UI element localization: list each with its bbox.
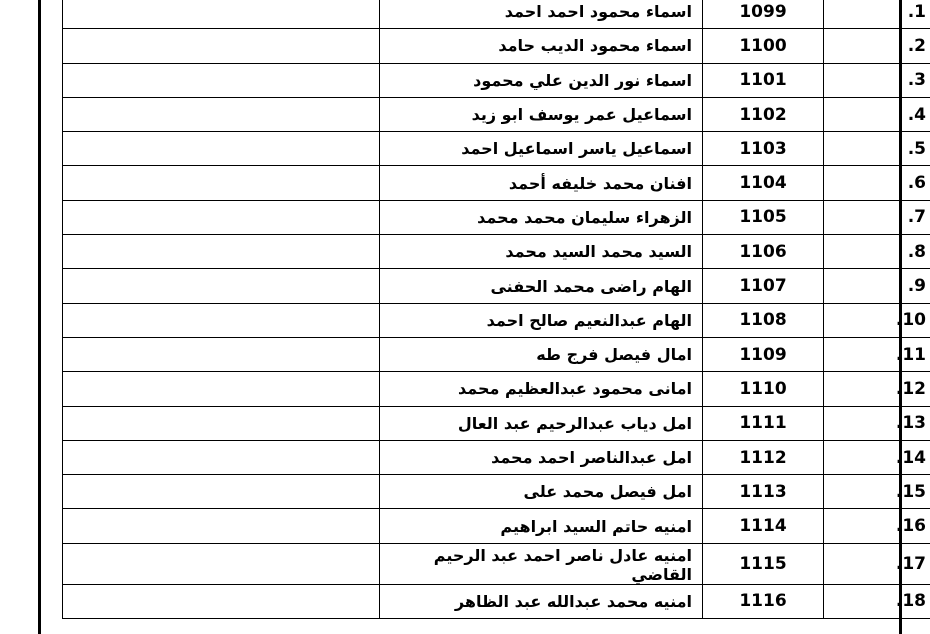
index-cell: 7. [824,200,930,234]
blank-cell [63,200,380,234]
code-cell: 1104 [703,166,824,200]
code-cell: 1101 [703,63,824,97]
table-row [63,440,930,474]
index-cell: 10. [824,303,930,337]
index-cell: 17. [824,543,930,584]
blank-cell [63,63,380,97]
table-body [63,0,930,619]
index-cell: 18. [824,584,930,618]
name-cell: الهام عبدالنعيم صالح احمد [380,303,703,337]
table-row [63,200,930,234]
name-cell: اسماء محمود احمد احمد [380,0,703,29]
index-cell: 3. [824,63,930,97]
index-cell: 13. [824,406,930,440]
code-cell: 1114 [703,509,824,543]
index-cell: 9. [824,269,930,303]
index-cell: 15. [824,475,930,509]
table-row [63,97,930,131]
table-row [63,235,930,269]
table-row [63,269,930,303]
code-cell: 1105 [703,200,824,234]
table-row [63,132,930,166]
blank-cell [63,97,380,131]
index-cell: 2. [824,29,930,63]
name-cell: اسماعيل ياسر اسماعيل احمد [380,132,703,166]
table-row [63,584,930,618]
table-row [63,166,930,200]
table-row [63,337,930,371]
index-cell: 1. [824,0,930,29]
code-cell: 1111 [703,406,824,440]
code-cell: 1100 [703,29,824,63]
blank-cell [63,166,380,200]
table-row [63,543,930,584]
name-cell: افنان محمد خليفه أحمد [380,166,703,200]
table-row [63,303,930,337]
blank-cell [63,29,380,63]
index-cell: 5. [824,132,930,166]
code-cell: 1112 [703,440,824,474]
blank-cell [63,406,380,440]
name-cell: امنيه عادل ناصر احمد عبد الرحيم القاضي [380,543,703,584]
name-cell: امل دياب عبدالرحيم عبد العال [380,406,703,440]
table-row [63,372,930,406]
index-cell: 12. [824,372,930,406]
name-cell: اسماعيل عمر يوسف ابو زيد [380,97,703,131]
index-cell: 16. [824,509,930,543]
name-cell: الزهراء سليمان محمد محمد [380,200,703,234]
code-cell: 1106 [703,235,824,269]
name-cell: امل فيصل محمد على [380,475,703,509]
blank-cell [63,509,380,543]
blank-cell [63,303,380,337]
table-row [63,63,930,97]
name-cell: السيد محمد السيد محمد [380,235,703,269]
index-cell: 11. [824,337,930,371]
name-cell: امانى محمود عبدالعظيم محمد [380,372,703,406]
blank-cell [63,0,380,29]
blank-cell [63,235,380,269]
code-cell: 1099 [703,0,824,29]
blank-cell [63,543,380,584]
name-cell: الهام راضى محمد الحفنى [380,269,703,303]
table-row [63,509,930,543]
code-cell: 1102 [703,97,824,131]
blank-cell [63,584,380,618]
index-cell: 8. [824,235,930,269]
code-cell: 1115 [703,543,824,584]
code-cell: 1107 [703,269,824,303]
name-cell: اسماء محمود الديب حامد [380,29,703,63]
code-cell: 1109 [703,337,824,371]
blank-cell [63,269,380,303]
name-cell: امال فيصل فرج طه [380,337,703,371]
code-cell: 1108 [703,303,824,337]
code-cell: 1113 [703,475,824,509]
blank-cell [63,132,380,166]
name-cell: اسماء نور الدين علي محمود [380,63,703,97]
table-row [63,29,930,63]
blank-cell [63,372,380,406]
table-row [63,0,930,29]
student-table [62,0,930,619]
name-cell: امل عبدالناصر احمد محمد [380,440,703,474]
index-cell: 4. [824,97,930,131]
code-cell: 1103 [703,132,824,166]
index-cell: 14. [824,440,930,474]
name-cell: امنيه حاتم السيد ابراهيم [380,509,703,543]
table-row [63,406,930,440]
code-cell: 1116 [703,584,824,618]
blank-cell [63,475,380,509]
code-cell: 1110 [703,372,824,406]
blank-cell [63,337,380,371]
name-cell: امنيه محمد عبدالله عبد الظاهر [380,584,703,618]
index-cell: 6. [824,166,930,200]
blank-cell [63,440,380,474]
table-row [63,475,930,509]
